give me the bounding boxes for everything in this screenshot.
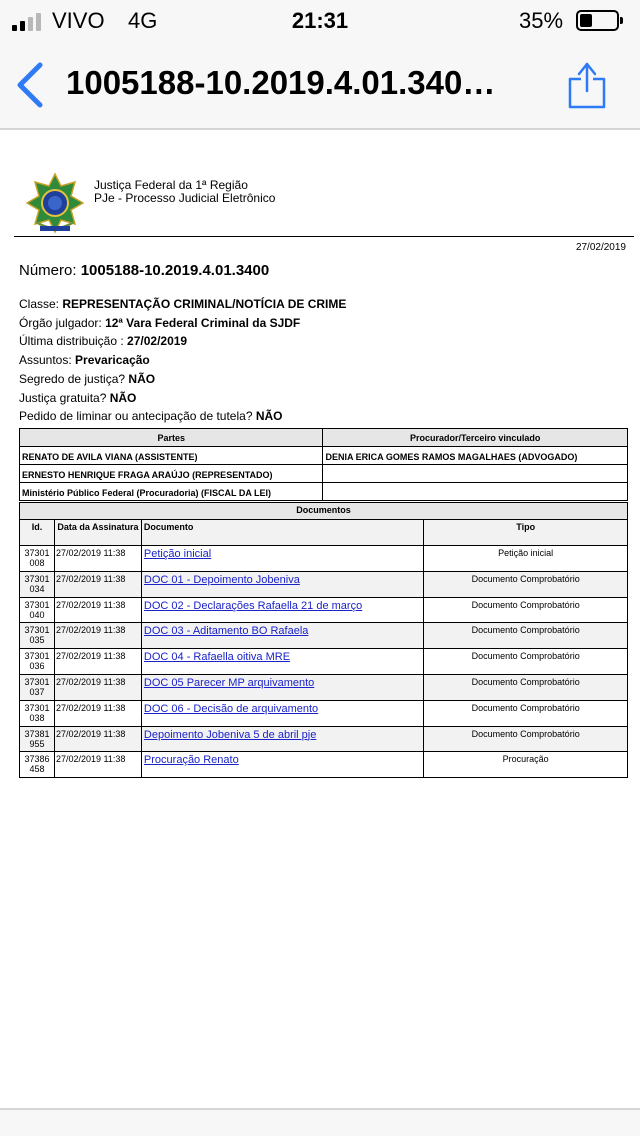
doc-name-cell xyxy=(141,649,423,675)
doc-type: Documento Comprobatório xyxy=(424,726,628,752)
header-divider xyxy=(14,236,634,237)
counsel-cell xyxy=(323,483,628,501)
documents-caption: Documentos xyxy=(20,503,628,520)
doc-link[interactable]: DOC 03 - Aditamento BO Rafaela xyxy=(143,625,309,638)
type-column-header: Tipo xyxy=(424,520,628,546)
doc-link[interactable]: DOC 06 - Decisão de arquivamento xyxy=(143,702,319,715)
doc-name-cell xyxy=(141,726,423,752)
doc-link[interactable]: DOC 04 - Rafaella oitiva MRE xyxy=(143,651,291,664)
doc-id: 37301 038 xyxy=(20,700,55,726)
process-number-label: Número: xyxy=(19,262,81,279)
bottom-toolbar xyxy=(0,1108,640,1136)
parties-table xyxy=(19,428,628,501)
counsel-cell xyxy=(323,465,628,483)
process-details xyxy=(19,295,346,426)
battery-icon xyxy=(576,10,619,31)
documents-table xyxy=(19,502,628,778)
share-button[interactable] xyxy=(566,58,608,110)
detail-row: Órgão julgador: 12ª Vara Federal Criminal da SJDF xyxy=(19,315,301,330)
detail-row: Pedido de liminar ou antecipação de tutela? NÃO xyxy=(19,409,283,424)
doc-id: 37386 458 xyxy=(20,752,55,778)
doc-type: Documento Comprobatório xyxy=(424,649,628,675)
detail-row: Última distribuição : 27/02/2019 xyxy=(19,334,188,349)
system-name: PJe - Processo Judicial Eletrônico xyxy=(94,191,276,205)
doc-name-cell xyxy=(141,752,423,778)
doc-name-cell xyxy=(141,597,423,623)
doc-date: 27/02/2019 11:38 xyxy=(54,571,141,597)
table-row xyxy=(20,649,628,675)
doc-date: 27/02/2019 11:38 xyxy=(54,546,141,572)
doc-id: 37301 034 xyxy=(20,571,55,597)
clock: 21:31 xyxy=(291,8,349,33)
doc-id: 37301 040 xyxy=(20,597,55,623)
doc-link[interactable]: Petição inicial xyxy=(143,548,212,560)
chevron-left-icon xyxy=(14,62,46,108)
carrier-name: VIVO xyxy=(52,8,105,33)
detail-row: Classe: REPRESENTAÇÃO CRIMINAL/NOTÍCIA DE CRIME xyxy=(19,297,347,311)
doc-link[interactable]: Procuração Renato xyxy=(143,754,239,767)
doc-id: 37301 037 xyxy=(20,674,55,700)
date-column-header: Data da Assinatura xyxy=(54,520,141,546)
process-number-value: 1005188-10.2019.4.01.3400 xyxy=(80,262,270,279)
table-row xyxy=(20,447,628,465)
doc-name-cell xyxy=(141,623,423,649)
doc-date: 27/02/2019 11:38 xyxy=(54,649,141,675)
network-type: 4G xyxy=(128,8,158,33)
doc-link[interactable]: DOC 01 - Depoimento Jobeniva xyxy=(143,573,300,586)
doc-date: 27/02/2019 11:38 xyxy=(54,623,141,649)
doc-type: Documento Comprobatório xyxy=(424,700,628,726)
table-row xyxy=(20,571,628,597)
process-number xyxy=(19,262,269,279)
doc-name-cell xyxy=(141,571,423,597)
doc-type: Documento Comprobatório xyxy=(424,623,628,649)
doc-date: 27/02/2019 11:38 xyxy=(54,726,141,752)
doc-name-cell xyxy=(141,546,423,572)
coat-of-arms-logo xyxy=(26,172,84,234)
org-name: Justiça Federal da 1ª Região xyxy=(94,178,248,192)
parties-header: Partes xyxy=(20,429,323,447)
doc-date: 27/02/2019 11:38 xyxy=(54,700,141,726)
doc-id: 37301 035 xyxy=(20,623,55,649)
party-cell: ERNESTO HENRIQUE FRAGA ARAÚJO (REPRESENTADO) xyxy=(20,465,323,483)
counsel-header: Procurador/Terceiro vinculado xyxy=(323,429,628,447)
doc-date: 27/02/2019 11:38 xyxy=(54,674,141,700)
doc-link[interactable]: DOC 05 Parecer MP arquivamento xyxy=(143,676,315,689)
doc-type: Petição inicial xyxy=(424,546,628,572)
table-row xyxy=(20,726,628,752)
doc-link[interactable]: DOC 02 - Declarações Rafaella 21 de março xyxy=(143,599,363,612)
organization-header xyxy=(94,179,275,205)
table-row xyxy=(20,700,628,726)
battery-percentage: 35% xyxy=(519,8,564,33)
doc-id: 37301 008 xyxy=(20,546,55,572)
table-row xyxy=(20,546,628,572)
table-row xyxy=(20,465,628,483)
navigation-bar xyxy=(0,40,640,130)
table-row xyxy=(20,483,628,501)
table-row xyxy=(20,674,628,700)
doc-id: 37381 955 xyxy=(20,726,55,752)
detail-row: Segredo de justiça? NÃO xyxy=(19,371,156,386)
document-page xyxy=(0,132,640,1107)
doc-type: Procuração xyxy=(424,752,628,778)
table-row xyxy=(20,623,628,649)
doc-date: 27/02/2019 11:38 xyxy=(54,752,141,778)
document-date: 27/02/2019 xyxy=(575,242,626,253)
doc-type: Documento Comprobatório xyxy=(424,571,628,597)
doc-id: 37301 036 xyxy=(20,649,55,675)
party-cell: Ministério Público Federal (Procuradoria) (FISCAL DA LEI) xyxy=(20,483,323,501)
detail-row: Justiça gratuita? NÃO xyxy=(19,390,137,405)
doc-type: Documento Comprobatório xyxy=(424,674,628,700)
document-column-header: Documento xyxy=(141,520,423,546)
counsel-cell: DENIA ERICA GOMES RAMOS MAGALHAES (ADVOGADO) xyxy=(323,447,628,465)
doc-name-cell xyxy=(141,700,423,726)
doc-name-cell xyxy=(141,674,423,700)
share-icon xyxy=(566,58,608,110)
id-column-header: Id. xyxy=(20,520,55,546)
back-button[interactable] xyxy=(14,62,46,108)
table-row xyxy=(20,752,628,778)
doc-type: Documento Comprobatório xyxy=(424,597,628,623)
table-row xyxy=(20,597,628,623)
document-title: 1005188-10.2019.4.01.340… xyxy=(66,64,496,101)
status-bar xyxy=(0,0,640,40)
doc-date: 27/02/2019 11:38 xyxy=(54,597,141,623)
detail-row: Assuntos: Prevaricação xyxy=(19,353,150,368)
party-cell: RENATO DE AVILA VIANA (ASSISTENTE) xyxy=(20,447,323,465)
doc-link[interactable]: Depoimento Jobeniva 5 de abril pje xyxy=(143,728,317,741)
